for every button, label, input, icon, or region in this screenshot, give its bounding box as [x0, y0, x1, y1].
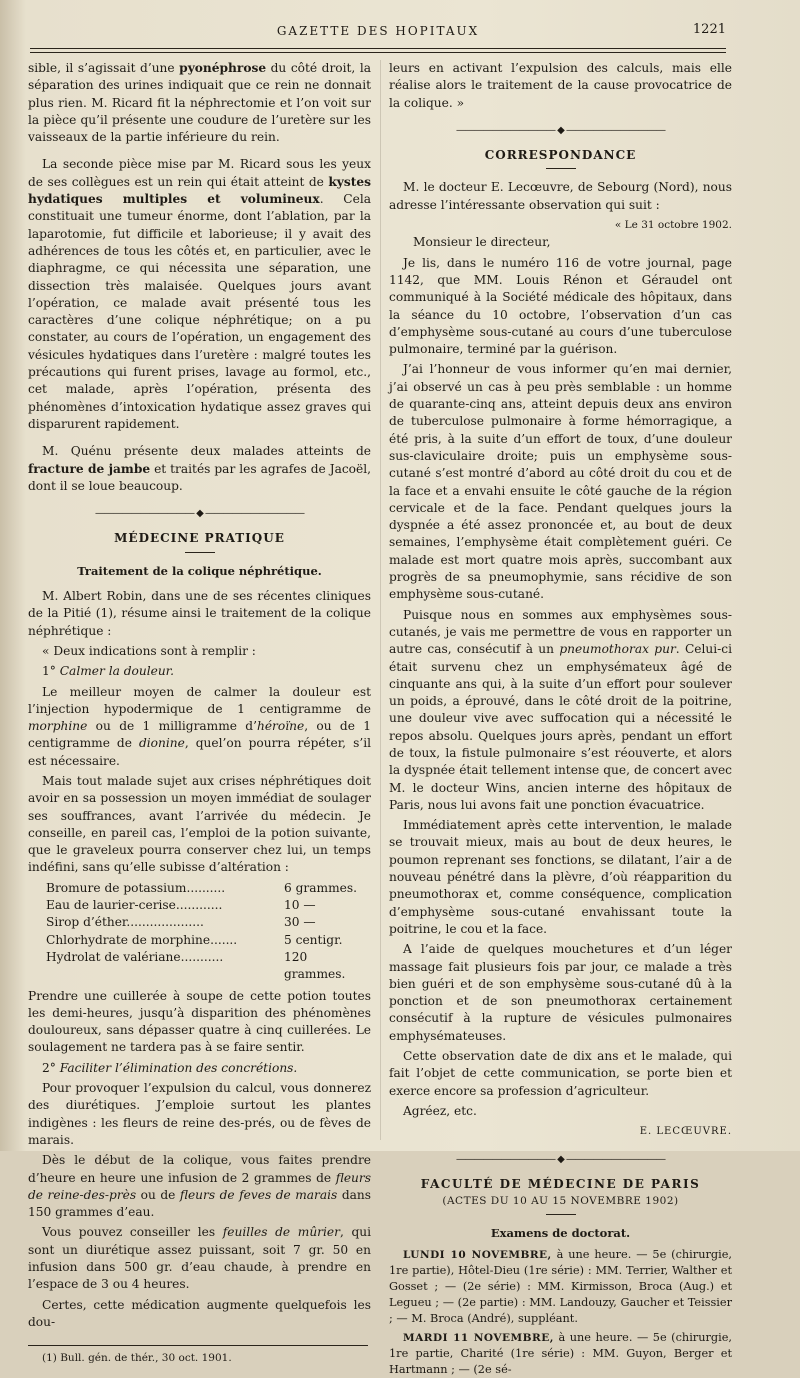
- ornament-separator: [28, 505, 371, 522]
- paragraph: A l’aide de quelques mouchetures et d’un léger massage fait plusieurs fois par jour, ce malade a très bien guéri et de son emphysème sous-cutané dû à la ponction et de son pneumothorax certainement consécutif à la rupture de vésicules pulmonaires emphysémateuses.: [389, 942, 732, 1043]
- page-header: [30, 22, 726, 44]
- footnote-rule: [28, 1345, 368, 1346]
- section-rule: [546, 168, 576, 169]
- paragraph: Agréez, etc.: [403, 1103, 477, 1118]
- salutation: Monsieur le directeur,: [413, 235, 551, 250]
- column-divider: [380, 60, 381, 1140]
- page-number: 1221: [692, 22, 726, 37]
- article-subheading: Traitement de la colique néphrétique.: [77, 563, 322, 578]
- paragraph: Je lis, dans le numéro 116 de votre journal, page 1142, que MM. Louis Rénon et Géraudel ont communiqué à la Société médicale des hôpitaux, dans la séance du 10 octobre, l’observation d’un cas d’emphysème sous-cutané au cours d’une tuberculose pulmonaire, terminé par la guérison.: [389, 255, 732, 357]
- paragraph: 2° Faciliter l’élimination des concrétions.: [42, 1060, 298, 1075]
- paragraph: M. Albert Robin, dans une de ses récentes cliniques de la Pitié (1), résume ainsi le traitement de la colique néphrétique :: [28, 589, 371, 638]
- paragraph: Cette observation date de dix ans et le malade, qui fait l’objet de cette communication, se porte bien et exerce encore sa profession d’agriculteur.: [389, 1049, 732, 1098]
- section-title: FACULTÉ DE MÉDECINE DE PARIS: [420, 1176, 701, 1191]
- paragraph: Immédiatement après cette intervention, le malade se trouvait mieux, mais au bout de deux heures, le poumon reprenant ses fonctions, se dilatant, l’air a de nouveau pénétré dans la plèvre, d’où réapparition du pneumothorax et, comme conséquence, complication d’emphysème sous-cutané envahissant toute la poitrine, le cou et la face.: [389, 818, 732, 936]
- paragraph: Certes, cette médication augmente quelquefois les dou-: [28, 1297, 371, 1329]
- letter-date: « Le 31 octobre 1902.: [614, 219, 732, 232]
- paragraph: « Deux indications sont à remplir :: [42, 643, 256, 658]
- left-column: [28, 60, 372, 1365]
- paragraph: M. le docteur E. Lecœuvre, de Sebourg (Nord), nous adresse l’intéressante observation qui suit :: [389, 180, 732, 212]
- paragraph: Le meilleur moyen de calmer la douleur est l’injection hypodermique de 1 centigramme de morphine ou de 1 milligramme d’héroïne, ou de 1 centigramme de dionine, quel’on pourra répéter, s’il est nécessaire.: [28, 684, 372, 768]
- paragraph: Prendre une cuillerée à soupe de cette potion toutes les demi-heures, jusqu’à disparition des phénomènes douloureux, sans dépasser quatre à cinq cuillerées. Le soulagement ne tardera pas à se faire sentir.: [28, 988, 371, 1055]
- paragraph: J’ai l’honneur de vous informer qu’en mai dernier, j’ai observé un cas à peu près semblable : un homme de quarante-cinq ans, atteint depuis deux ans environ de tuberculose pulmonaire à forme hémorragique, a été pris, à la suite d’un effort de toux, d’une douleur sus-claviculaire droite; puis un emphysème sous-cutané s’est montré d’abord au côté droit du cou et de la face et a envahi ensuite le côté gauche de la région cervicale et de la face. Pendant quelques jours la dyspnée a été assez prononcée et, au bout de deux semaines, l’emphysème était complètement guéri. Ce malade est mort quatre mois après, succombant aux progrès de sa pneumophymie, sans récidive de son emphysème sous-cutané.: [389, 362, 732, 602]
- paragraph: La seconde pièce mise par M. Ricard sous les yeux de ses collègues est un rein qui était atteint de kystes hydatiques multiples et volumineux. Cela constituait une tumeur énorme, dont l’ablation, par la laparotomie, fut difficile et laborieuse; il y avait des adhérences de tous les côtés et, en particulier, avec le diaphragme, ce qui nécessita une séparation, une dissection très malaisée. Quelques jours avant l’opération, ce malade avait présenté tous les caractères d’une colique néphrétique; on a pu constater, au cours de l’opération, un engagement des vésicules hydatiques dans l’uretère : malgré toutes les précautions qui furent prises, lavage au formol, etc., cet malade, après l’opération, présenta des phénomènes d’intoxication hydatique assez graves qui disparurent rapidement.: [28, 157, 371, 431]
- paragraph: M. Quénu présente deux malades atteints de fracture de jambe et traités par les agrafes de Jacoël, dont il se loue beaucoup.: [28, 444, 371, 493]
- right-column: [389, 60, 733, 1376]
- paragraph: sible, il s’agissait d’une pyonéphrose du côté droit, la séparation des urines indiquait que ce rein ne donnait plus rien. M. Ricard fit la néphrectomie et l’on voit sur la pièce qu’il présente une coudure de l’uretère sur les vaisseaux de la partie inférieure du rein.: [28, 61, 371, 145]
- section-subtitle: (ACTES DU 10 AU 15 NOVEMBRE 1902): [442, 1195, 679, 1208]
- exam-entry: MARDI 11 NOVEMBRE, à une heure. — 5e (chirurgie, 1re partie, Charité (1re série) : MM. Guyon, Berger et Hartmann ; — (2e sé-: [389, 1330, 733, 1376]
- paragraph: leurs en activant l’expulsion des calculs, mais elle réalise alors le traitement de la cause provocatrice de la colique. »: [389, 61, 732, 110]
- header-rule-thin: [30, 52, 726, 53]
- paragraph: Mais tout malade sujet aux crises néphrétiques doit avoir en sa possession un moyen immédiat de soulager ses souffrances, avant l’arrivée du médecin. Je conseille, en pareil cas, l’emploi de la potion suivante, que le graveleux pourra conserver chez lui, un temps indéfini, sans qu’elle subisse d’altération :: [28, 773, 371, 875]
- signature: E. LECŒUVRE.: [639, 1126, 732, 1138]
- prescription-row: Bromure de potassium.......... 6 grammes.: [46, 880, 357, 895]
- prescription-row: Chlorhydrate de morphine....... 5 centigr.: [46, 932, 343, 947]
- prescription-row: Hydrolat de valériane........... 120 grammes.: [46, 949, 346, 982]
- exam-heading: Examens de doctorat.: [490, 1226, 631, 1241]
- prescription-row: Sirop d’éther.................... 30 —: [46, 915, 316, 930]
- exam-entry: LUNDI 10 NOVEMBRE, à une heure. — 5e (chirurgie, 1re partie), Hôtel-Dieu (1re série) : MM. Terrier, Walther et Gosset ; — (2e série) : MM. Kirmisson, Broca (Aug.) et Legueu ; — (2e partie) : MM. Landouzy, Gaucher et Teissier ; — M. Broca (André), suppléant.: [389, 1247, 732, 1325]
- header-rule: [30, 48, 726, 49]
- section-title: CORRESPONDANCE: [484, 148, 637, 163]
- prescription-table: [46, 880, 371, 984]
- prescription-row: Eau de laurier-cerise............ 10 —: [46, 898, 316, 913]
- paragraph: Pour provoquer l’expulsion du calcul, vous donnerez des diurétiques. J’emploie surtout les plantes indigènes : les fleurs de reine des-prés, ou de fèves de marais.: [28, 1081, 371, 1147]
- section-rule: [546, 1214, 576, 1215]
- paragraph: Dès le début de la colique, vous faites prendre d’heure en heure une infusion de 2 grammes de fleurs de reine-des-près ou de fleurs de feves de marais dans 150 grammes d’eau.: [28, 1153, 371, 1220]
- paragraph: Vous pouvez conseiller les feuilles de mûrier, qui sont un diurétique assez puissant, soit 7 gr. 50 en infusion dans 500 gr. d’eau chaude, à prendre en l’espace de 3 ou 4 heures.: [28, 1225, 371, 1292]
- ornament-separator: [389, 1151, 732, 1168]
- journal-title: GAZETTE DES HOPITAUX: [276, 24, 480, 38]
- section-rule: [185, 552, 215, 553]
- footnote: (1) Bull. gén. de thér., 30 oct. 1901.: [42, 1352, 232, 1365]
- ornament-separator: [389, 122, 732, 139]
- paragraph: Puisque nous en sommes aux emphysèmes sous-cutanés, je vais me permettre de vous en rapporter un autre cas, consécutif à un pneumothorax pur. Celui-ci était survenu chez un emphysémateux âgé de cinquante ans qui, à la suite d’un effort pour soulever un poids, a éprouvé, dans le côté droit de la poitrine, une douleur vive avec suffocation qui a nécessité le repos absolu. Quelques jours après, pendant un effort de toux, la fistule pulmonaire s’est réouverte, et alors la dyspnée était tellement intense que, de concert avec M. le docteur Wins, ancien interne des hôpitaux de Paris, nous lui avons fait une ponction évacuatrice.: [389, 607, 733, 812]
- paragraph: 1° Calmer la douleur.: [42, 664, 175, 679]
- section-title: MÉDECINE PRATIQUE: [114, 531, 285, 546]
